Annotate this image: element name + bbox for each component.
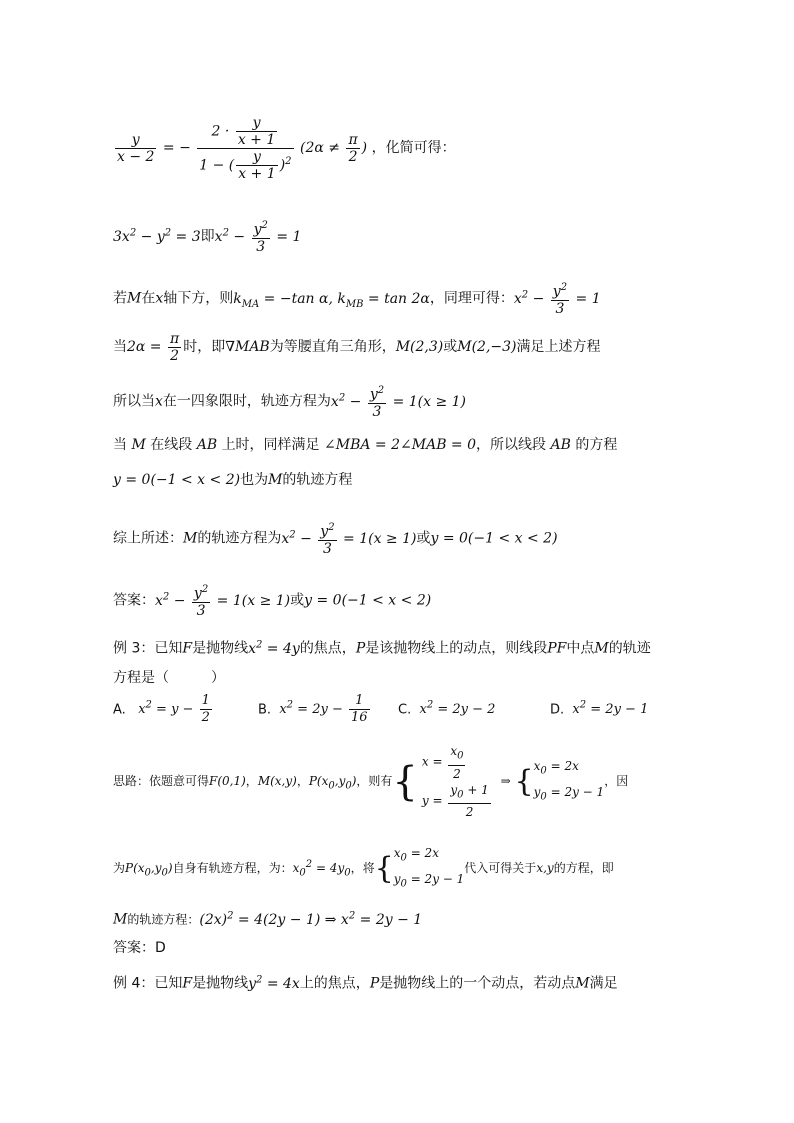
text: ，化简可得： — [371, 140, 456, 156]
text: 的焦点， — [299, 640, 356, 657]
text: 也为 — [240, 472, 269, 488]
text: 在线段 — [150, 437, 193, 453]
text: 自身有轨迹方程，为： — [172, 861, 293, 875]
option-c: C. $x^2 = 2y - 2$ — [398, 700, 496, 718]
text: 思路：依题意可得 — [113, 774, 210, 788]
text: ，则有 — [356, 774, 393, 788]
text: 上时，同样满足 — [221, 437, 320, 453]
text: 方程是（ ） — [113, 670, 225, 686]
solution-line-1: 思路：依题意可得F(0,1)，M(x,y)，$P(x_0,y_0)$，则有{ x = $\frac{x_0}{2}$ y = $\frac{y_0 + 1}{2}$ ⇒ {$x_0 = 2x$ $y_0 = 2y - 1$，因 — [113, 744, 629, 819]
text: 是抛物线上的一个动点，若动点 — [379, 975, 576, 992]
text: 是该抛物线上的动点，则线段 — [365, 640, 548, 657]
text: 的方程，即 — [553, 861, 614, 875]
text: 是抛物线 — [192, 640, 249, 657]
option-d: D. $x^2 = 2y - 1$ — [550, 700, 649, 718]
text: ，同理可得： — [429, 290, 514, 307]
text-line-8: 综上所述：M的轨迹方程为$x^2$ − $\frac{y^2}{3}$ = 1(x ≥ 1)或y = 0(−1 < x < 2) — [113, 522, 558, 557]
text: 时，即 — [183, 339, 226, 355]
text: 轴下方，则 — [163, 290, 234, 307]
text: 代入可得关于 — [464, 861, 537, 875]
text: 的轨迹方程为 — [197, 530, 282, 547]
option-b-label: B. — [258, 702, 272, 718]
text: 在一四象限时，轨迹方程为 — [162, 393, 331, 410]
option-a: A. $x^2 = y$ − $\frac{1}{2}$ — [113, 693, 210, 726]
text: ，因 — [604, 774, 629, 788]
text: 例 3：已知 — [113, 640, 183, 657]
text-line-5: 所以当x在一四象限时，轨迹方程为$x^2$ − $\frac{y^2}{3}$ = 1(x ≥ 1) — [113, 385, 467, 420]
solution-line-2: 为$P(x_0,y_0)$自身有轨迹方程，为：$x_0^2 = 4y_0$，将{$x_0 = 2x$ $y_0 = 2y - 1$代入可得关于x,y的方程，即 — [113, 846, 614, 889]
text: 是抛物线 — [192, 975, 249, 992]
example-3-line-1: 例 3：已知F是抛物线$x^2 = 4y$的焦点，P是该抛物线上的动点，则线段PF中点M的轨迹 — [113, 639, 651, 657]
equation-line-2: $3x^2 - y^2 = 3$即$x^2$ − $\frac{y^2}{3}$ = 1 — [113, 220, 302, 255]
example-3-line-2 — [113, 668, 225, 688]
text: 答案： — [113, 592, 155, 609]
text: ，将 — [350, 861, 375, 875]
option-a-label: A. — [113, 702, 126, 718]
answer-3: 答案：D — [113, 940, 166, 956]
text: 当 — [113, 339, 127, 355]
text: 为等腰直角三角形， — [269, 339, 396, 355]
text: 的轨迹方程： — [127, 912, 200, 927]
text: 或 — [443, 339, 458, 355]
text: 的轨迹 — [608, 640, 651, 657]
text: 中点 — [566, 640, 595, 657]
text: 的方程 — [575, 437, 618, 453]
option-b: B. $x^2 = 2y$ − $\frac{1}{16}$ — [258, 693, 368, 726]
text-line-4: 当2α = $\frac{\pi}{2}$ 时，即∇MAB为等腰直角三角形，M(2,3)或M(2,−3)满足上述方程 — [113, 330, 601, 364]
text: ，所以线段 — [476, 437, 547, 453]
text: 所以当 — [113, 393, 155, 410]
equation-line-1: $\frac{y}{x - 2}$ = − 2 · $\frac{y}{x + 1}$ 1 − ( $\frac{y}{x + 1}$ )$^2$ (2α ≠ $\frac{\pi}{2}$ ) ，化简可得： — [117, 114, 456, 182]
text: 满足上述方程 — [516, 339, 601, 355]
text: 的轨迹方程 — [282, 472, 353, 488]
option-d-label: D. — [550, 702, 565, 718]
text: 或 — [416, 530, 431, 547]
solution-line-3: M的轨迹方程：$(2x)^2 = 4(2y - 1)$ ⇒ $x^2 = 2y - 1$ — [113, 910, 423, 928]
text-line-9: 答案：$x^2$ − $\frac{y^2}{3}$ = 1(x ≥ 1)或y = 0(−1 < x < 2) — [113, 584, 432, 619]
text: 例 4：已知 — [113, 975, 183, 992]
text: 上的焦点， — [299, 975, 370, 992]
example-4-line-1: 例 4：已知F是抛物线$y^2 = 4x$上的焦点，P是抛物线上的一个动点，若动点M满足 — [113, 974, 618, 992]
text: 满足 — [589, 975, 618, 992]
text: 为 — [113, 861, 126, 875]
text-line-6: 当 M 在线段 AB 上时，同样满足 ∠MBA = 2∠MAB = 0，所以线段 AB 的方程 — [113, 437, 618, 453]
text-line-3: 若M在x轴下方，则$k_{MA} = -\tan$ α, $k_{MB} = \tan 2\alpha$，同理可得：$x^2$ − $\frac{y^2}{3}$ = 1 — [113, 282, 601, 317]
text: 若 — [113, 290, 127, 307]
text: 在 — [141, 290, 156, 307]
text: 当 — [113, 437, 127, 453]
text: 综上所述： — [113, 530, 183, 547]
text: 即 — [200, 228, 215, 245]
option-c-label: C. — [398, 702, 412, 718]
text: 或 — [290, 592, 305, 609]
text-line-7: y = 0(−1 < x < 2)也为M的轨迹方程 — [113, 472, 353, 488]
